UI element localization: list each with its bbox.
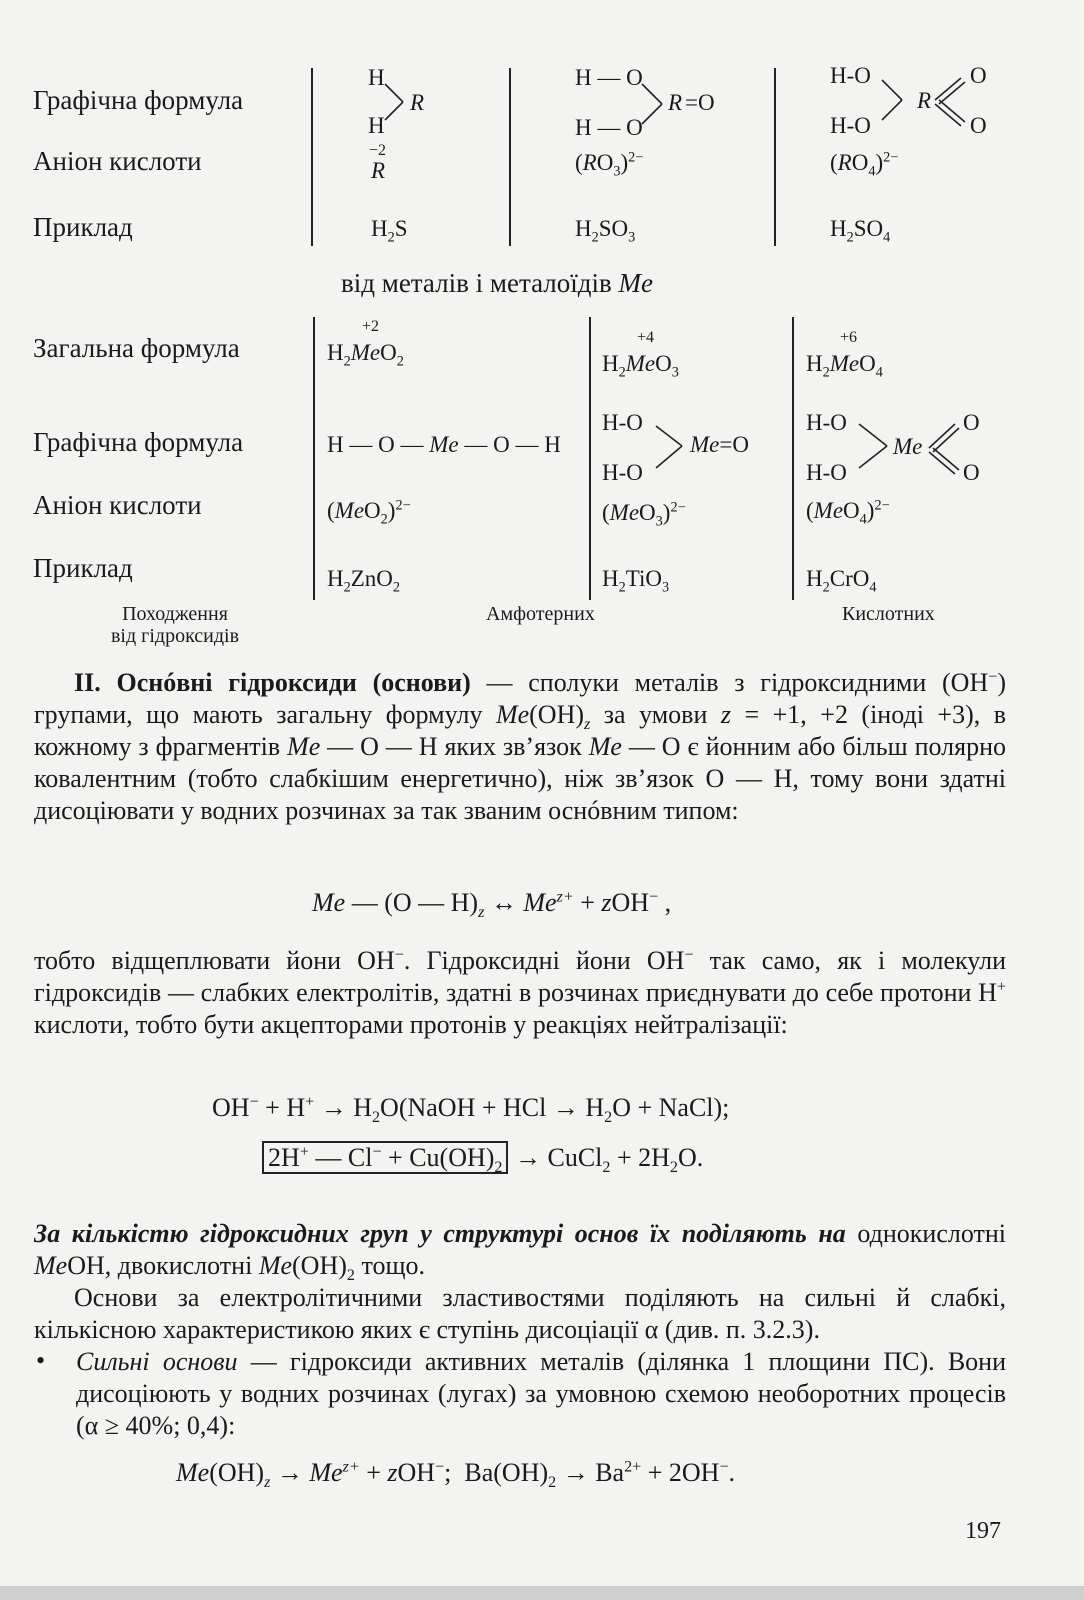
classification-heading: За кількістю гідроксидних груп у структурі основ їх поділяють на xyxy=(34,1219,846,1248)
graphic-double-o: =O xyxy=(685,90,715,115)
anion-cell: $(RO_4)^{2-}$ xyxy=(830,149,899,180)
equation-dissociation: Me — (O — $H)_z$ ↔ $Me^{z+} + zOH^-$ , xyxy=(312,888,672,922)
row-label-general: Загальна формула xyxy=(33,333,240,363)
paragraph-strength xyxy=(34,1282,1006,1346)
graphic-formula-cell: H — O — Me — O — H xyxy=(327,432,561,457)
bullet-marker: • xyxy=(36,1346,46,1375)
origin-caption-line: від гідроксидів xyxy=(110,625,240,647)
row-label-example: Приклад xyxy=(33,553,133,583)
example-cell: $H_2SO_4$ xyxy=(830,216,891,246)
equation-strong-base: $Me(OH)_z \to Me^{z+} + zOH^-$; $Ba(OH)_2 \to Ba^{2+} + 2OH^-$. xyxy=(176,1458,736,1492)
table-divider xyxy=(589,317,591,600)
oxidation-state: +4 xyxy=(637,329,655,346)
bond-lines xyxy=(880,74,910,128)
equation-neutralization: $OH^- + H^+ \to H_2O(NaOH$ + HCl → $H_2O$ + NaCl); xyxy=(212,1093,730,1127)
bullet-term: Сильні основи xyxy=(76,1347,238,1376)
table-divider xyxy=(509,68,511,246)
table-divider xyxy=(774,68,776,246)
origin-caption-line: Походження xyxy=(122,603,228,625)
general-formula-cell: $H_2MeO_4$ xyxy=(806,351,883,381)
paragraph-bases-definition: II. Оснóвні гідроксиди (основи) — сполуки металів з гідроксидними (OH−) групами, що мають загальну формулу $Me(OH)_z$ за умови z = +1, +2 (іноді +3), в кожному з фрагментів Me — O — H яких зв’язок Me — O є йонним або більш полярно ковалентним (тобто слабкішим енергетично), ніж зв’язок O — H, тому вони здатні дисоціювати у водних розчинах за так званим оснóвним типом: xyxy=(34,668,1006,825)
origin-caption xyxy=(90,603,260,647)
term-bold: II. Оснóвні гідроксиди (основи) xyxy=(74,668,471,697)
example-cell: $H_2TiO_3$ xyxy=(602,566,670,596)
general-formula-cell: $H_2MeO_2$ xyxy=(327,340,404,370)
bond-lines xyxy=(857,420,893,476)
general-formula-cell: $H_2MeO_3$ xyxy=(602,351,679,381)
graphic-ho: H — O xyxy=(575,65,643,90)
example-cell: $H_2SO_3$ xyxy=(575,216,636,246)
equation-copper-hydroxide: 2H+ — $Cl^- + Cu(OH)_2$ → CuCl$_2$ + $2H_2O$. xyxy=(262,1143,703,1173)
column-caption-acidic: Кислотних xyxy=(842,603,935,625)
graphic-o: O xyxy=(963,460,980,485)
graphic-o: O xyxy=(970,113,987,138)
anion-cell: $(MeO_2)^{2-}$ xyxy=(327,497,411,528)
graphic-ho: H-O xyxy=(806,410,847,435)
table-divider xyxy=(313,317,315,600)
table-divider xyxy=(311,68,313,246)
example-cell: $H_2S$ xyxy=(371,216,408,246)
double-bond-lines xyxy=(925,418,965,480)
row-label-graphic: Графічна формула xyxy=(33,427,244,457)
bullet-strong-bases xyxy=(76,1346,1006,1442)
graphic-ho: H-O xyxy=(602,460,643,485)
table-divider xyxy=(792,317,794,600)
double-bond-lines xyxy=(931,72,971,132)
graphic-ho: H-O xyxy=(830,113,871,138)
graphic-o: O xyxy=(970,63,987,88)
bond-lines xyxy=(654,422,690,476)
graphic-ho: H-O xyxy=(830,63,871,88)
anion-cell: R xyxy=(371,158,386,183)
section-subheading: від металів і металоїдів Me xyxy=(341,268,653,298)
row-label-graphic: Графічна формула xyxy=(33,85,244,115)
anion-cell: $(MeO_3)^{2-}$ xyxy=(602,499,686,530)
column-caption-amphoteric: Амфотерних xyxy=(486,603,595,625)
bond-lines xyxy=(640,80,670,130)
row-label-anion: Аніон кислоти xyxy=(33,490,202,520)
oxidation-state: +6 xyxy=(840,329,858,346)
graphic-o: O xyxy=(963,410,980,435)
graphic-r: R xyxy=(410,90,425,115)
strength-text: Основи за електролітичними зластивостями поділяють на сильні й слабкі, кількісною характеристикою яких є ступінь дисоціації α (див. п. 3.2.3). xyxy=(34,1283,1006,1344)
example-cell: $H_2CrO_4$ xyxy=(806,566,877,596)
example-cell: $H_2ZnO_2$ xyxy=(327,566,401,596)
bond-lines xyxy=(383,78,413,128)
anion-cell: $(RO_3)^{2-}$ xyxy=(575,149,644,180)
row-label-anion: Аніон кислоти xyxy=(33,146,202,176)
bullet-text: — гідроксиди активних металів (ділянка 1 площини ПС). Вони дисоціюють у водних розчинах (лугах) за умовною схемою необоротних процесів (α ≥ 40%; 0,4): xyxy=(76,1347,1006,1440)
graphic-ho: H-O xyxy=(806,460,847,485)
graphic-ho: H — O xyxy=(575,115,643,140)
graphic-me: Me xyxy=(893,434,923,459)
page-number: 197 xyxy=(965,1518,1001,1544)
graphic-ho: H-O xyxy=(602,410,643,435)
graphic-r: R xyxy=(917,88,932,113)
oxidation-state: −2 xyxy=(369,142,387,159)
graphic-r: R xyxy=(668,90,683,115)
paragraph-classification: За кількістю гідроксидних груп у структурі основ їх поділяють на однокислотні MeOH, двокислотні $Me(OH)_2$ тощо. xyxy=(34,1219,1006,1285)
row-label-example: Приклад xyxy=(33,212,133,242)
paragraph-hydroxide-ions: тобто відщеплювати йони OH−. Гідроксидні йони OH− так само, як і молекули гідроксидів — слабких електролітів, здатні в розчинах приєднувати до себе протони H+ кислоти, тобто бути акцепторами протонів у реакціях нейтралізації: xyxy=(34,946,1006,1039)
graphic-me-double-o: Me=O xyxy=(690,432,749,457)
oxidation-state: +2 xyxy=(362,318,380,335)
graphic-h: H xyxy=(368,113,385,138)
anion-cell: $(MeO_4)^{2-}$ xyxy=(806,497,890,528)
scan-bottom-edge xyxy=(0,1586,1084,1600)
graphic-h: H xyxy=(368,65,385,90)
